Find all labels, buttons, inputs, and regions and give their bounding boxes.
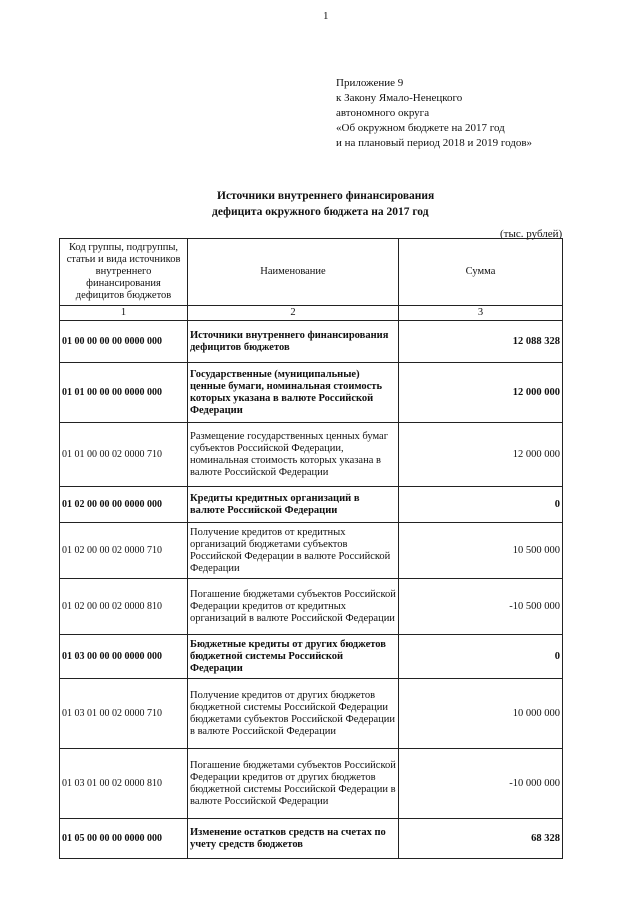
row-sum: 10 000 000 (399, 679, 563, 749)
row-name: Получение кредитов от кредитных организаций бюджетами субъектов Российской Федерации в валюте Российской Федерации (188, 523, 399, 579)
row-sum: 68 328 (399, 819, 563, 859)
row-code: 01 01 00 00 00 0000 000 (60, 363, 188, 423)
appendix-line: и на плановый период 2018 и 2019 годов» (336, 137, 533, 149)
row-sum: 0 (399, 635, 563, 679)
appendix-line: к Закону Ямало-Ненецкого (336, 92, 463, 104)
table-row (60, 487, 563, 523)
financing-sources-table (59, 238, 563, 859)
table-row (60, 635, 563, 679)
table-row (60, 819, 563, 859)
row-name: Изменение остатков средств на счетах по учету средств бюджетов (188, 819, 399, 859)
row-sum: 10 500 000 (399, 523, 563, 579)
row-code: 01 00 00 00 00 0000 000 (60, 321, 188, 363)
table-row (60, 749, 563, 819)
row-code: 01 05 00 00 00 0000 000 (60, 819, 188, 859)
row-name: Бюджетные кредиты от других бюджетов бюджетной системы Российской Федерации (188, 635, 399, 679)
units-label: (тыс. рублей) (500, 228, 563, 240)
row-name: Размещение государственных ценных бумаг субъектов Российской Федерации, номинальная стоимость которых указана в валюте Российской Федерации (188, 423, 399, 487)
header-num-3: 3 (399, 306, 563, 321)
table-row (60, 579, 563, 635)
header-sum: Сумма (399, 239, 563, 306)
appendix-block (336, 76, 532, 151)
title-line: дефицита окружного бюджета на 2017 год (212, 206, 429, 218)
row-code: 01 03 00 00 00 0000 000 (60, 635, 188, 679)
table-row (60, 321, 563, 363)
table-row (60, 363, 563, 423)
table-row (60, 679, 563, 749)
row-sum: 12 088 328 (399, 321, 563, 363)
row-code: 01 01 00 00 02 0000 710 (60, 423, 188, 487)
row-sum: 12 000 000 (399, 363, 563, 423)
row-sum: 12 000 000 (399, 423, 563, 487)
row-name: Государственные (муниципальные) ценные бумаги, номинальная стоимость которых указана в валюте Российской Федерации (188, 363, 399, 423)
row-sum: 0 (399, 487, 563, 523)
row-name: Кредиты кредитных организаций в валюте Российской Федерации (188, 487, 399, 523)
row-name: Получение кредитов от других бюджетов бюджетной системы Российской Федерации бюджетами субъектов Российской Федерации в валюте Российской Федерации (188, 679, 399, 749)
page-number: 1 (323, 10, 329, 22)
appendix-line: автономного округа (336, 107, 430, 119)
document-title (212, 188, 434, 220)
row-name: Погашение бюджетами субъектов Российской Федерации кредитов от кредитных организаций в валюте Российской Федерации (188, 579, 399, 635)
row-name: Погашение бюджетами субъектов Российской Федерации кредитов от других бюджетов бюджетной системы Российской Федерации в валюте Российской Федерации (188, 749, 399, 819)
row-code: 01 02 00 00 02 0000 810 (60, 579, 188, 635)
row-sum: -10 500 000 (399, 579, 563, 635)
table-row (60, 523, 563, 579)
appendix-line: «Об окружном бюджете на 2017 год (336, 122, 505, 134)
row-code: 01 02 00 00 00 0000 000 (60, 487, 188, 523)
row-sum: -10 000 000 (399, 749, 563, 819)
header-num-2: 2 (188, 306, 399, 321)
title-line: Источники внутреннего финансирования (217, 190, 435, 202)
appendix-line: Приложение 9 (336, 77, 404, 89)
table-row (60, 423, 563, 487)
header-name: Наименование (188, 239, 399, 306)
row-code: 01 03 01 00 02 0000 710 (60, 679, 188, 749)
header-num-1: 1 (60, 306, 188, 321)
row-code: 01 03 01 00 02 0000 810 (60, 749, 188, 819)
row-name: Источники внутреннего финансирования дефицитов бюджетов (188, 321, 399, 363)
header-code: Код группы, подгруппы, статьи и вида источников внутреннего финансирования дефицитов бюджетов (60, 239, 188, 306)
row-code: 01 02 00 00 02 0000 710 (60, 523, 188, 579)
